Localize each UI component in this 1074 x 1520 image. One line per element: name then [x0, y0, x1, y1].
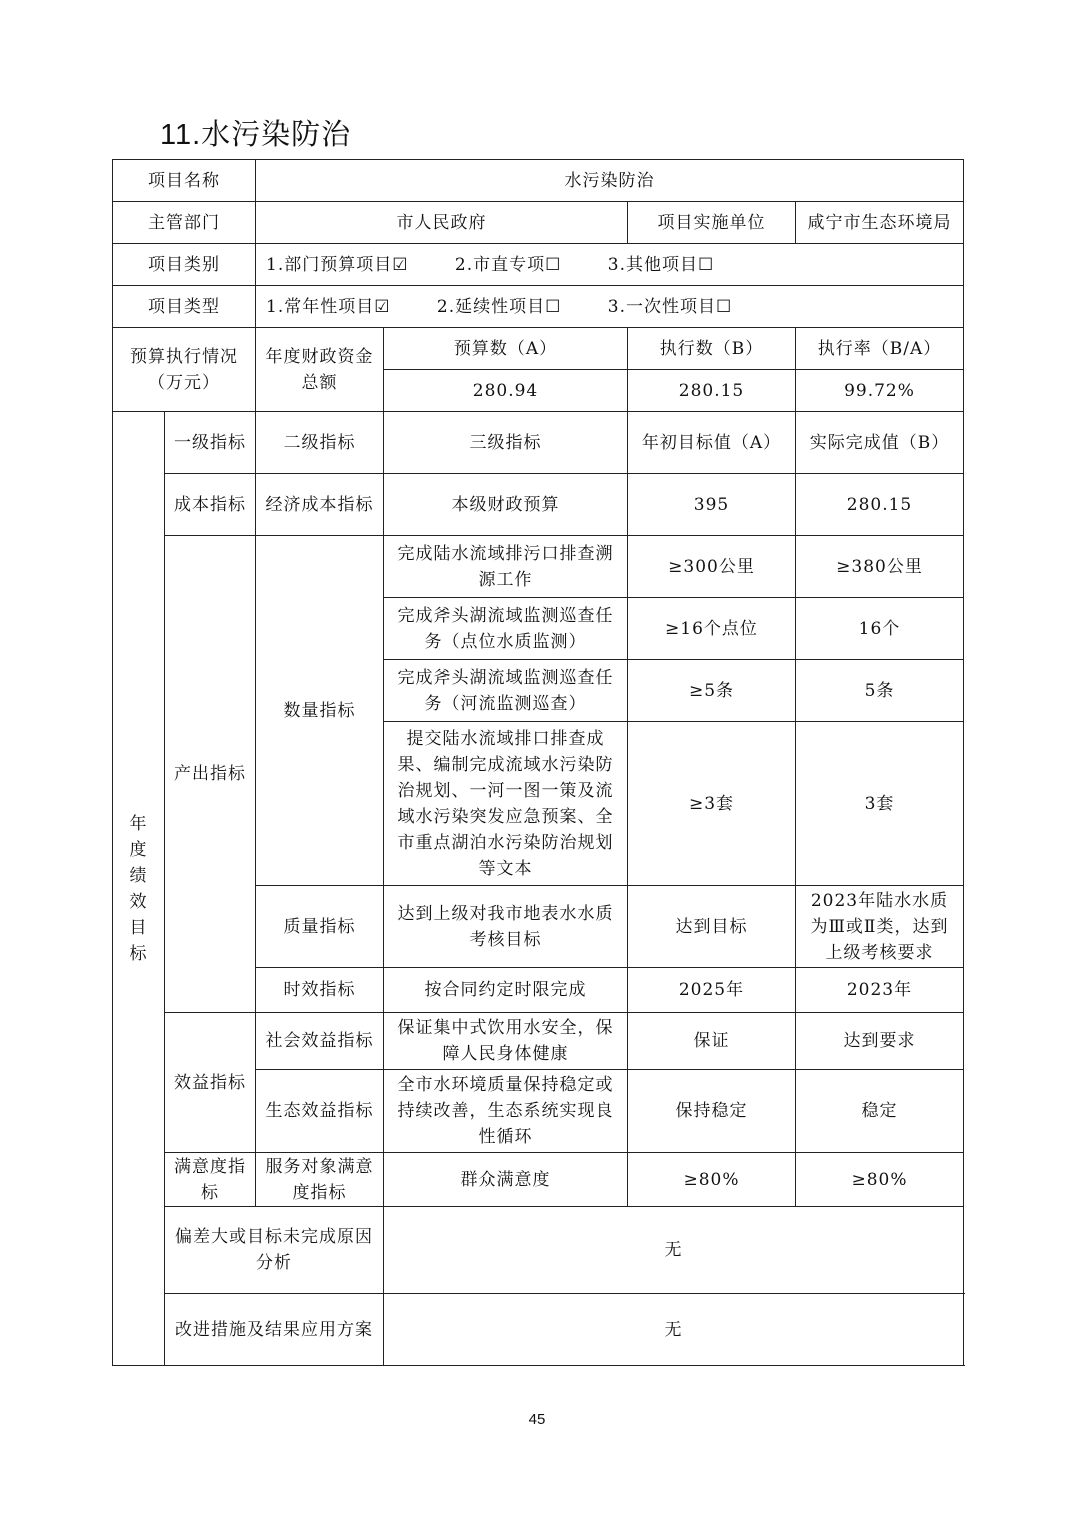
quantity-2-actual: 16个 [796, 598, 964, 660]
value-budget-a: 280.94 [384, 370, 628, 412]
header-budget-a: 预算数（A） [384, 328, 628, 370]
value-improvement: 无 [384, 1294, 964, 1366]
quantity-3-actual: 5条 [796, 660, 964, 722]
label-project-name: 项目名称 [113, 160, 256, 202]
value-department: 市人民政府 [256, 202, 628, 244]
quantity-4-level3: 提交陆水流域排口排查成果、编制完成流域水污染防治规划、一河一图一策及流域水污染突发应急预案、全市重点湖泊水污染防治规划等文本 [384, 722, 628, 886]
label-deviation: 偏差大或目标未完成原因分析 [165, 1207, 384, 1294]
performance-table [112, 159, 964, 1366]
label-budget-exec: 预算执行情况（万元） [113, 328, 256, 412]
quality-level3: 达到上级对我市地表水水质考核目标 [384, 886, 628, 968]
quantity-1-actual: ≥380公里 [796, 536, 964, 598]
row-quantity-1 [113, 536, 964, 598]
label-type: 项目类型 [113, 286, 256, 328]
cost-actual: 280.15 [796, 474, 964, 536]
quantity-level2: 数量指标 [256, 536, 384, 886]
type-option-1: 1.常年性项目☑ [266, 296, 391, 317]
value-exec-b: 280.15 [628, 370, 796, 412]
header-actual: 实际完成值（B） [796, 412, 964, 474]
social-level3: 保证集中式饮用水安全，保障人民身体健康 [384, 1013, 628, 1070]
label-category: 项目类别 [113, 244, 256, 286]
label-department: 主管部门 [113, 202, 256, 244]
row-cost [113, 474, 964, 536]
row-project-name [113, 160, 964, 202]
header-target: 年初目标值（A） [628, 412, 796, 474]
page-number: 45 [528, 1411, 546, 1428]
row-deviation [113, 1207, 964, 1294]
quantity-4-target: ≥3套 [628, 722, 796, 886]
label-annual-goals [113, 412, 165, 1366]
quality-actual: 2023年陆水水质为Ⅲ或Ⅱ类，达到上级考核要求 [796, 886, 964, 968]
quality-target: 达到目标 [628, 886, 796, 968]
social-target: 保证 [628, 1013, 796, 1070]
value-rate: 99.72% [796, 370, 964, 412]
timeliness-actual: 2023年 [796, 968, 964, 1013]
header-exec-b: 执行数（B） [628, 328, 796, 370]
cost-level2: 经济成本指标 [256, 474, 384, 536]
timeliness-level2: 时效指标 [256, 968, 384, 1013]
section-heading: 水污染防治 [201, 117, 352, 151]
eco-actual: 稳定 [796, 1070, 964, 1153]
value-project-name: 水污染防治 [256, 160, 964, 202]
row-satisfaction [113, 1153, 964, 1207]
quality-level2: 质量指标 [256, 886, 384, 968]
value-implementer: 咸宁市生态环境局 [796, 202, 964, 244]
quantity-1-level3: 完成陆水流域排污口排查溯源工作 [384, 536, 628, 598]
satisfaction-level2: 服务对象满意度指标 [256, 1153, 384, 1207]
row-improvement [113, 1294, 964, 1366]
satisfaction-level1: 满意度指标 [165, 1153, 256, 1207]
cost-target: 395 [628, 474, 796, 536]
social-actual: 达到要求 [796, 1013, 964, 1070]
label-improvement: 改进措施及结果应用方案 [165, 1294, 384, 1366]
row-department [113, 202, 964, 244]
satisfaction-target: ≥80% [628, 1153, 796, 1207]
row-indicator-header [113, 412, 964, 474]
quantity-4-actual: 3套 [796, 722, 964, 886]
timeliness-level3: 按合同约定时限完成 [384, 968, 628, 1013]
type-option-3: 3.一次性项目☐ [607, 296, 733, 317]
quantity-3-target: ≥5条 [628, 660, 796, 722]
quantity-1-target: ≥300公里 [628, 536, 796, 598]
cost-level1: 成本指标 [165, 474, 256, 536]
label-annual-total: 年度财政资金总额 [256, 328, 384, 412]
cost-level3: 本级财政预算 [384, 474, 628, 536]
value-deviation: 无 [384, 1207, 964, 1294]
category-option-1: 1.部门预算项目☑ [266, 254, 409, 275]
quantity-3-level3: 完成斧头湖流域监测巡查任务（河流监测巡查） [384, 660, 628, 722]
eco-target: 保持稳定 [628, 1070, 796, 1153]
header-level1: 一级指标 [165, 412, 256, 474]
header-level2: 二级指标 [256, 412, 384, 474]
satisfaction-level3: 群众满意度 [384, 1153, 628, 1207]
quantity-2-target: ≥16个点位 [628, 598, 796, 660]
value-category [256, 244, 964, 286]
row-budget-header [113, 328, 964, 370]
section-number: 11. [160, 119, 202, 151]
row-category [113, 244, 964, 286]
value-type [256, 286, 964, 328]
category-option-3: 3.其他项目☐ [607, 254, 715, 275]
social-level2: 社会效益指标 [256, 1013, 384, 1070]
eco-level3: 全市水环境质量保持稳定或持续改善，生态系统实现良性循环 [384, 1070, 628, 1153]
benefit-level1: 效益指标 [165, 1013, 256, 1153]
row-type [113, 286, 964, 328]
label-implementer: 项目实施单位 [628, 202, 796, 244]
timeliness-target: 2025年 [628, 968, 796, 1013]
type-option-2: 2.延续性项目☐ [436, 296, 562, 317]
quantity-2-level3: 完成斧头湖流域监测巡查任务（点位水质监测） [384, 598, 628, 660]
category-option-2: 2.市直专项☐ [454, 254, 562, 275]
header-level3: 三级指标 [384, 412, 628, 474]
row-social [113, 1013, 964, 1070]
satisfaction-actual: ≥80% [796, 1153, 964, 1207]
header-rate: 执行率（B/A） [796, 328, 964, 370]
annual-goals-text: 年度绩效目标 [129, 813, 148, 964]
section-title [160, 112, 351, 153]
eco-level2: 生态效益指标 [256, 1070, 384, 1153]
output-level1: 产出指标 [165, 536, 256, 1013]
